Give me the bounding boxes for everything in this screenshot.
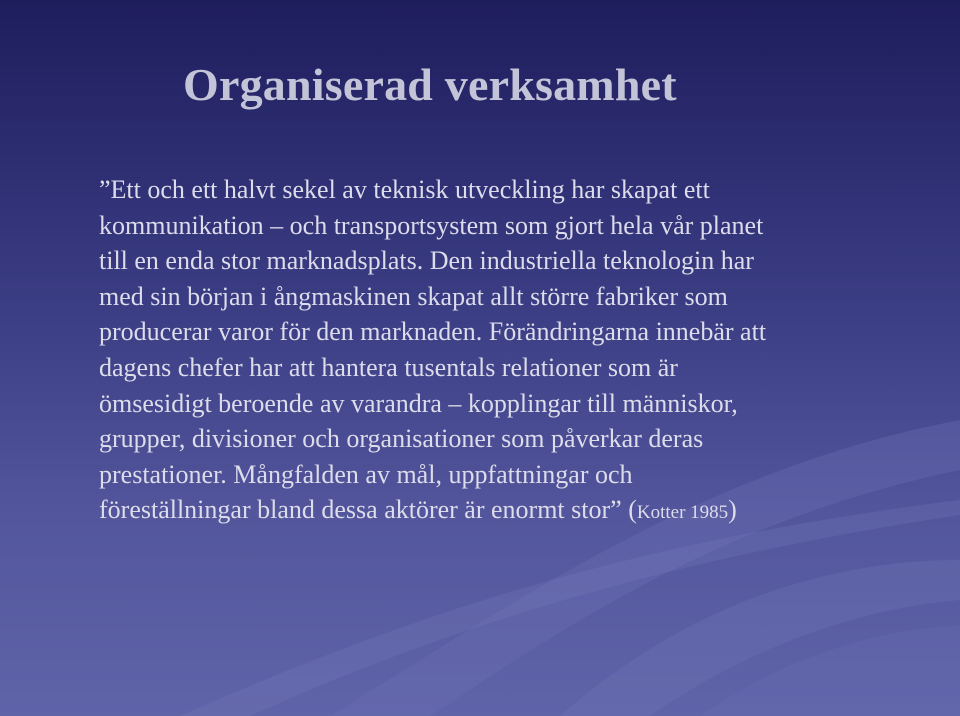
quote-line: ömsesidigt beroende av varandra – kopplingar till människor,: [99, 388, 738, 418]
quote-line: med sin början i ångmaskinen skapat allt större fabriker som: [99, 281, 728, 311]
quote-line: prestationer. Mångfalden av mål, uppfattningar och: [99, 459, 633, 489]
quote-line: grupper, divisioner och organisationer som påverkar deras: [99, 424, 704, 454]
citation-close: ): [728, 495, 737, 525]
quote-line: kommunikation – och transportsystem som gjort hela vår planet: [99, 210, 764, 240]
quote-line: dagens chefer har att hantera tusentals relationer som är: [99, 352, 678, 382]
quote-line: till en enda stor marknadsplats. Den industriella teknologin har: [99, 246, 754, 276]
quote-line: ”Ett och ett halvt sekel av teknisk utveckling har skapat ett: [99, 175, 710, 204]
quote-line-last: [99, 492, 899, 531]
quote-line-text: föreställningar bland dessa aktörer är enormt stor” (: [99, 495, 637, 525]
quote-line: producerar varor för den marknaden. Förändringarna innebär att: [99, 317, 767, 347]
citation: Kotter 1985: [636, 502, 729, 524]
quote-paragraph: [99, 172, 899, 531]
slide-title: Organiserad verksamhet: [183, 59, 677, 110]
